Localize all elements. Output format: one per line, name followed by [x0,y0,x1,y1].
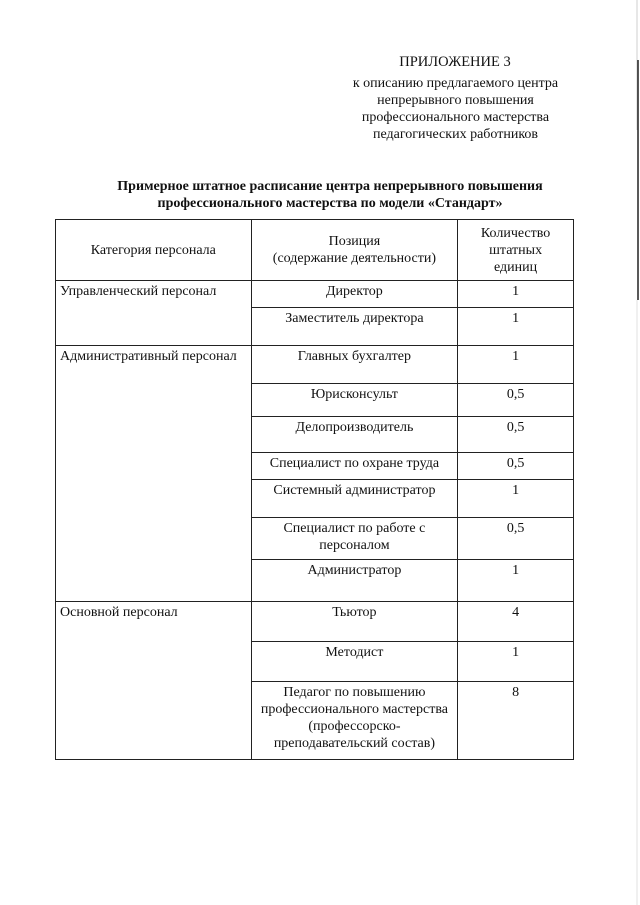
header-count-label: штатных [489,242,543,258]
header-position-sublabel: (содержание деятельности) [272,251,436,266]
count-cell: 0,5 [458,384,574,417]
position-cell: Специалист по работе с персоналом [251,518,458,560]
header-count [458,220,574,281]
count-cell: 1 [458,480,574,518]
position-cell: Делопроизводитель [251,417,458,453]
position-cell: Методист [251,642,458,682]
header-category [56,220,252,281]
document-title [70,178,590,212]
table-header-row [56,220,574,281]
count-cell: 0,5 [458,518,574,560]
table-row [56,281,574,308]
count-cell: 8 [458,682,574,760]
header-position-label: Позиция [328,234,381,249]
position-cell: Системный администратор [251,480,458,518]
count-cell: 1 [458,642,574,682]
scan-edge-mark [630,0,640,905]
document-title-line: Примерное штатное расписание центра непрерывного повышения [117,179,543,194]
count-cell: 1 [458,560,574,602]
header-position [251,220,458,281]
table-row [56,602,574,642]
count-cell: 1 [458,308,574,346]
position-cell: Заместитель директора [251,308,458,346]
table-row [56,346,574,384]
count-cell: 1 [458,346,574,384]
position-cell: Педагог по повышению профессионального мастерства (профессорско-преподавательский состав) [251,682,458,760]
category-cell: Управленческий персонал [56,281,252,346]
appendix-line: профессионального мастерства [361,110,550,125]
document-title-line: профессионального мастерства по модели «Стандарт» [157,196,503,211]
position-cell: Тьютор [251,602,458,642]
count-cell: 4 [458,602,574,642]
category-cell: Основной персонал [56,602,252,760]
appendix-line: к описанию предлагаемого центра [352,76,559,91]
position-cell: Директор [251,281,458,308]
position-cell: Юрисконсульт [251,384,458,417]
header-count-label: Количество [480,225,551,241]
appendix-title: ПРИЛОЖЕНИЕ 3 [399,54,511,70]
appendix-line: непрерывного повышения [377,93,534,108]
count-cell: 0,5 [458,453,574,480]
appendix-description [318,75,593,143]
count-cell: 0,5 [458,417,574,453]
category-cell: Административный персонал [56,346,252,602]
header-category-label: Категория персонала [90,242,216,258]
count-cell: 1 [458,281,574,308]
staff-schedule-table [55,219,574,760]
header-count-label: единиц [494,259,538,275]
appendix-line: педагогических работников [372,127,539,142]
position-cell: Главных бухгалтер [251,346,458,384]
position-cell: Специалист по охране труда [251,453,458,480]
position-cell: Администратор [251,560,458,602]
